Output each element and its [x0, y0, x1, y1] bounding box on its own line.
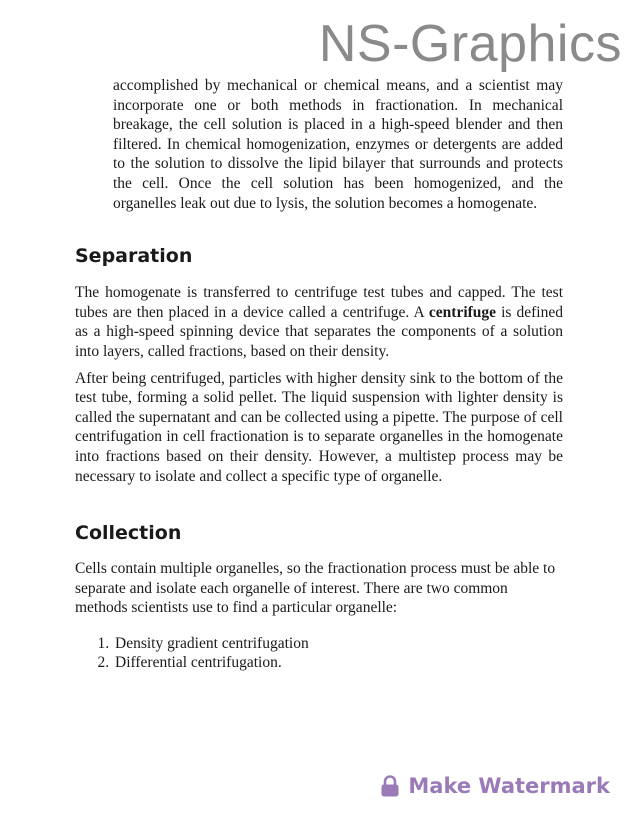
method-list [75, 634, 563, 673]
intro-paragraph-block [113, 76, 563, 213]
list-item: 1. Density gradient centrifugation [113, 634, 563, 654]
lock-icon [380, 775, 400, 797]
separation-p1-end: is defined as a high-speed spinning device that separates the components of a solution into layers, called fractions, based on their density. [75, 303, 563, 360]
ns-graphics-watermark: NS-Graphics [318, 15, 622, 73]
collection-paragraph: Cells contain multiple organelles, so the fractionation process must be able to separate and isolate each organelle of interest. There are two common methods scientists use to find a particular organelle: [75, 560, 556, 617]
collection-heading: Collection [75, 522, 182, 545]
intro-paragraph: accomplished by mechanical or chemical means, and a scientist may incorporate one or both methods in fractionation. In mechanical breakage, the cell solution is placed in a high-speed blender and then filtered. In chemical homogenization, enzymes or detergents are added to the solution to dissolve the lipid bilayer that surrounds and protects the cell. Once the cell solution has been homogenized, and the organelles leak out due to lysis, the solution becomes a homogenate. [113, 77, 563, 212]
separation-p1-start: The homogenate is transferred to centrifuge test tubes and capped. The test tubes are then placed in a device called a centrifuge. A [75, 284, 563, 321]
centrifuge-term: centrifuge [428, 303, 497, 321]
separation-heading: Separation [75, 245, 193, 268]
make-watermark-label: Make Watermark [408, 774, 610, 798]
make-watermark-badge [380, 774, 610, 798]
separation-paragraph-1 [75, 283, 563, 361]
collection-section [75, 522, 563, 673]
document-body [75, 76, 563, 673]
separation-section [75, 245, 563, 486]
separation-paragraph-2: After being centrifuged, particles with higher density sink to the bottom of the test tube, forming a solid pellet. The liquid suspension with lighter density is called the supernatant and can be collected using a pipette. The purpose of cell centrifugation in cell fractionation is to separate organelles in the homogenate into fractions based on their density. However, a multistep process may be necessary to isolate and collect a specific type of organelle. [75, 369, 563, 485]
list-item: 2. Differential centrifugation. [113, 653, 563, 673]
